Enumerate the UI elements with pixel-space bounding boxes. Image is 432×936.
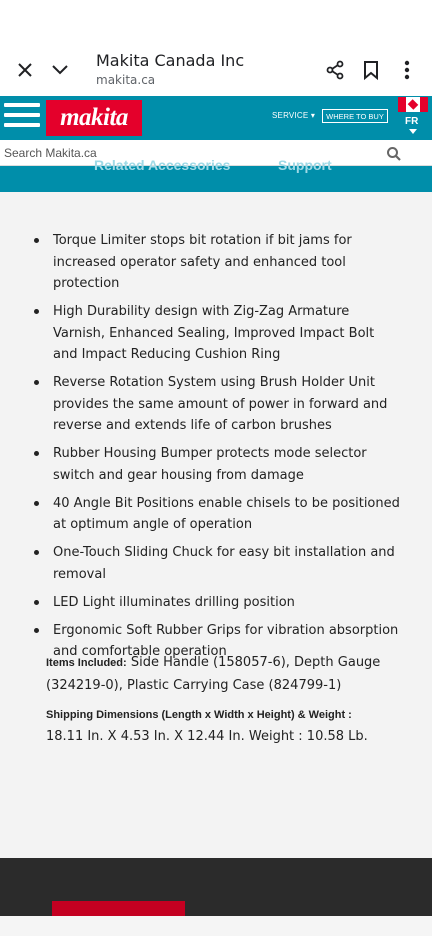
search-icon[interactable] [386, 146, 402, 162]
feature-item: LED Light illuminates drilling position [0, 592, 432, 614]
site-header [0, 96, 432, 140]
page-url: makita.ca [96, 73, 156, 87]
product-tabs [0, 157, 432, 192]
share-icon[interactable] [323, 58, 347, 82]
feature-item: Reverse Rotation System using Brush Holder Unit provides the same amount of power in forward and reverse and extends life of carbon brushes [0, 372, 432, 437]
service-menu[interactable]: SERVICE ▾ [272, 111, 316, 120]
makita-logo[interactable]: makita [46, 100, 142, 136]
product-details [0, 192, 432, 858]
page-title: Makita Canada Inc [96, 51, 245, 70]
spec-section [46, 652, 416, 748]
tab-support[interactable]: Support [278, 157, 332, 173]
footer-red-bar [52, 901, 185, 916]
bookmark-icon[interactable] [359, 58, 383, 82]
bottom-nav-strip [0, 916, 432, 936]
browser-toolbar [0, 40, 432, 96]
menu-icon[interactable] [4, 103, 40, 131]
shipping-value: 18.11 In. X 4.53 In. X 12.44 In. Weight : 10.58 Lb. [46, 729, 368, 744]
canada-flag-icon[interactable] [398, 97, 428, 112]
language-toggle[interactable]: FR [405, 116, 419, 127]
shipping-label: Shipping Dimensions (Length x Width x Height) & Weight : [46, 709, 352, 721]
feature-item: One-Touch Sliding Chuck for easy bit installation and removal [0, 542, 432, 585]
feature-item: 40 Angle Bit Positions enable chisels to be positioned at optimum angle of operation [0, 493, 432, 536]
feature-item: Torque Limiter stops bit rotation if bit jams for increased operator safety and enhanced tool protection [0, 230, 432, 295]
close-icon[interactable] [13, 58, 37, 82]
site-footer [0, 858, 432, 916]
caret-down-icon[interactable] [409, 129, 417, 134]
items-included-value: Side Handle (158057-6), Depth Gauge (324219-0), Plastic Carrying Case (824799-1) [46, 655, 381, 693]
feature-list [0, 230, 432, 669]
items-included [46, 652, 416, 696]
items-included-label: Items Included: [46, 657, 127, 669]
more-vert-icon[interactable] [395, 58, 419, 82]
where-to-buy-button[interactable]: WHERE TO BUY [322, 109, 388, 123]
chevron-down-icon[interactable] [48, 58, 72, 82]
feature-item: Rubber Housing Bumper protects mode selector switch and gear housing from damage [0, 443, 432, 486]
tab-related-accessories[interactable]: Related Accessories [94, 157, 231, 173]
feature-item: Ergonomic Soft Rubber Grips for vibration absorption and comfortable operation [0, 620, 432, 663]
feature-item: High Durability design with Zig-Zag Armature Varnish, Enhanced Sealing, Improved Impact Bolt and Impact Reducing Cushion Ring [0, 301, 432, 366]
